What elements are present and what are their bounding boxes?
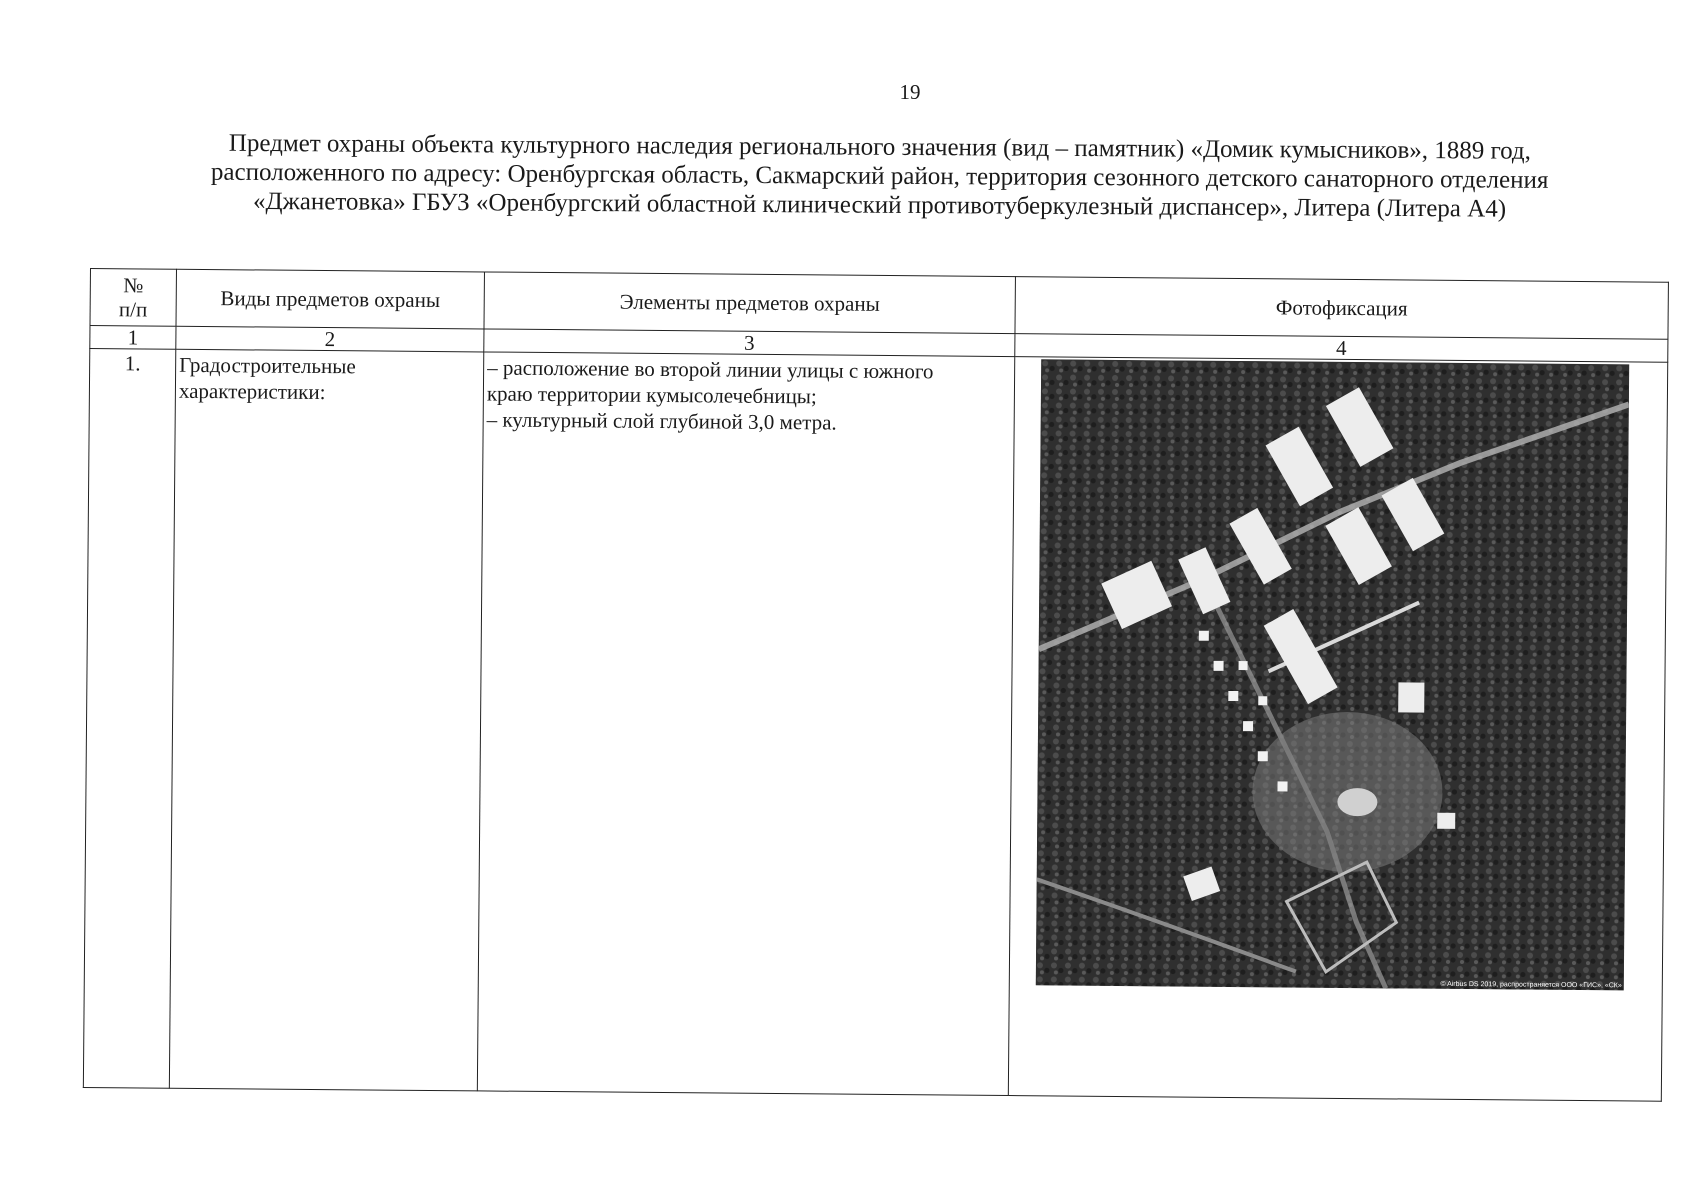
row-element-line-2: краю территории кумысолечебницы; <box>486 381 817 409</box>
header-num-pp: п/п <box>118 297 148 322</box>
col-number-1: 1 <box>90 326 176 350</box>
photo-attribution: © Airbus DS 2019, распространяется ООО «ГИС», «СК» <box>1440 980 1622 990</box>
header-photo: Фотофиксация <box>1015 277 1668 340</box>
header-elements: Элементы предметов охраны <box>484 272 1015 334</box>
table-row <box>83 349 1667 1102</box>
col-number-4: 4 <box>1015 334 1668 363</box>
row-photo-cell <box>1008 357 1667 1102</box>
header-num-symbol: № <box>123 273 144 298</box>
row-element-line-1: – расположение во второй линии улицы с южного <box>487 355 934 384</box>
row-kind <box>169 349 483 1091</box>
row-kind-line-1: Градостроительные <box>179 352 356 379</box>
header-kinds: Виды предметов охраны <box>176 269 484 329</box>
document-title <box>99 128 1660 225</box>
title-line-1: Предмет охраны объекта культурного наследия регионального значения (вид – памятник) «Домик кумысников», 1889 год, <box>228 129 1532 165</box>
row-element-line-3: – культурный слой глубиной 3,0 метра. <box>486 407 837 435</box>
row-kind-line-2: характеристики: <box>178 378 326 405</box>
col-number-3: 3 <box>484 329 1015 357</box>
row-elements <box>477 352 1014 1096</box>
protection-table-container <box>83 268 1669 1102</box>
protection-table <box>83 268 1669 1102</box>
header-num <box>90 269 176 327</box>
page-number: 19 <box>899 80 921 104</box>
satellite-photo <box>1036 359 1629 990</box>
title-line-3: «Джанетовка» ГБУЗ «Оренбургский областной клинический противотуберкулезный диспансер», Литера (Литера А4) <box>252 187 1507 223</box>
satellite-image-graphic <box>1036 359 1629 990</box>
row-number: 1. <box>83 349 175 1089</box>
col-number-2: 2 <box>176 326 484 352</box>
title-line-2: расположенного по адресу: Оренбургская область, Сакмарский район, территория сезонного детского санаторного отделения <box>210 158 1549 194</box>
